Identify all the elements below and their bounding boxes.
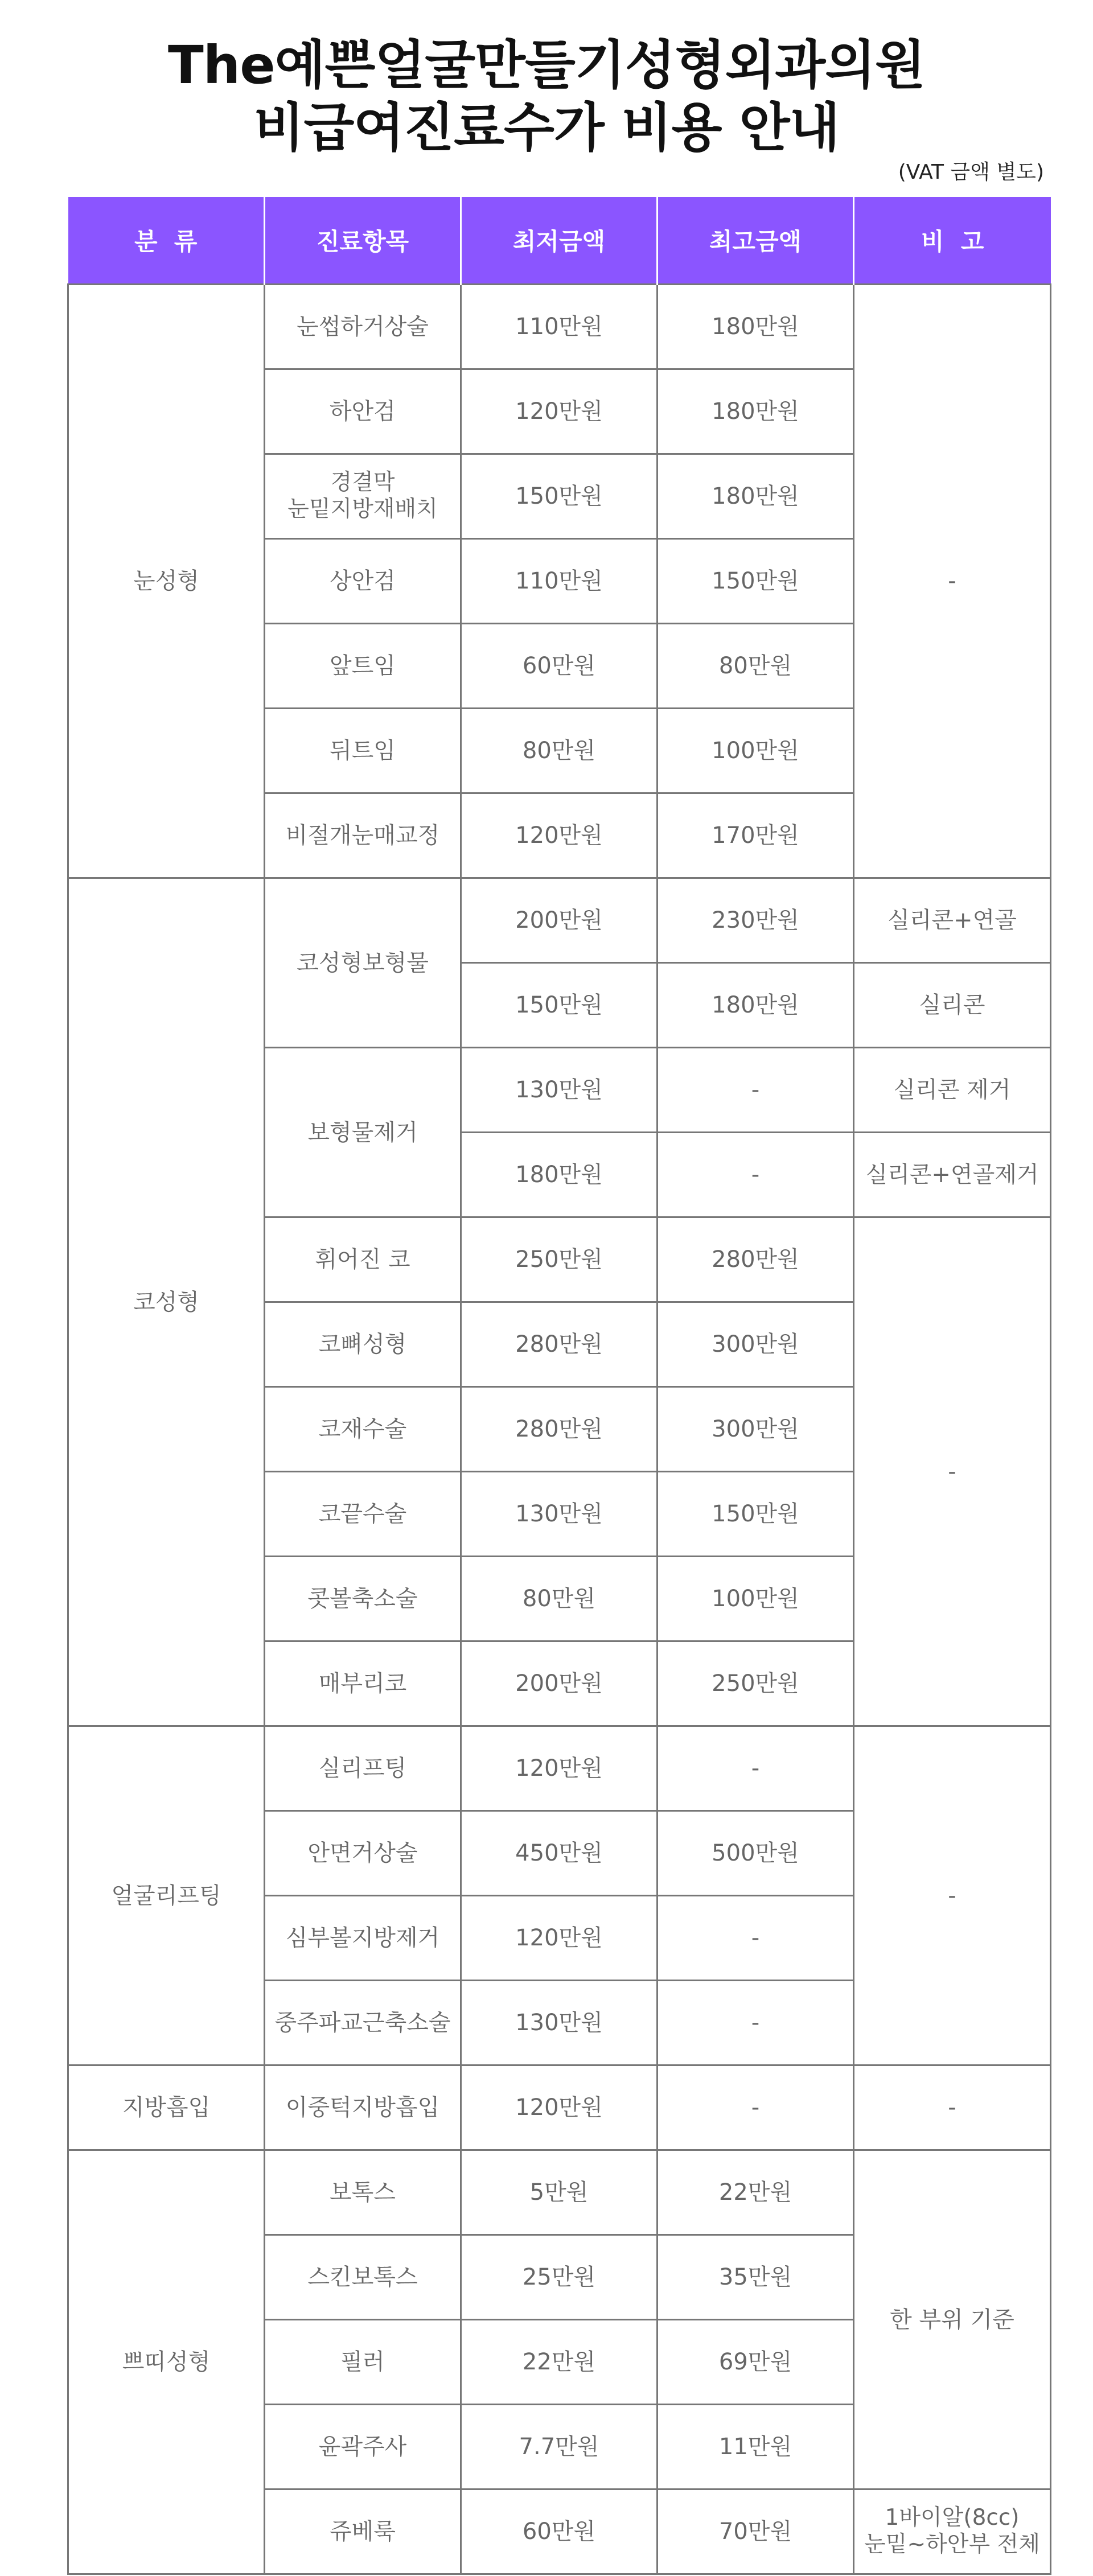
max-price-cell: 150만원 — [658, 1472, 854, 1557]
note-cell: 실리콘 제거 — [854, 1048, 1051, 1133]
item-name-cell: 윤곽주사 — [265, 2405, 461, 2489]
note-line-1: 1바이알(8cc) — [885, 2505, 1020, 2531]
max-price-cell: - — [658, 1048, 854, 1133]
max-price-cell: 280만원 — [658, 1217, 854, 1302]
item-name-line-1: 경결막 — [330, 470, 395, 496]
vat-note: (VAT 금액 별도) — [898, 161, 1044, 184]
max-price-cell: 230만원 — [658, 878, 854, 963]
note-cell: 실리콘+연골 — [854, 878, 1051, 963]
table-row — [68, 285, 1051, 369]
min-price-cell: 120만원 — [461, 2065, 658, 2150]
min-price-cell: 120만원 — [461, 1896, 658, 1981]
note-cell: - — [854, 1217, 1051, 1726]
item-name-cell: 안면거상술 — [265, 1811, 461, 1896]
item-name-cell: 매부리코 — [265, 1641, 461, 1726]
note-cell: - — [854, 285, 1051, 878]
min-price-cell: 80만원 — [461, 709, 658, 793]
category-cell: 코성형 — [68, 878, 265, 1726]
min-price-cell: 60만원 — [461, 2489, 658, 2574]
max-price-cell: 170만원 — [658, 793, 854, 878]
title-line-2: 비급여진료수가 비용 안내 — [253, 97, 840, 158]
min-price-cell: 80만원 — [461, 1557, 658, 1641]
max-price-cell: 80만원 — [658, 624, 854, 709]
item-name-cell: 눈썹하거상술 — [265, 285, 461, 369]
max-price-cell: - — [658, 1896, 854, 1981]
item-name-cell: 휘어진 코 — [265, 1217, 461, 1302]
max-price-cell: 180만원 — [658, 285, 854, 369]
item-name-cell: 보형물제거 — [265, 1048, 461, 1217]
min-price-cell: 130만원 — [461, 1981, 658, 2065]
note-cell — [854, 2489, 1051, 2574]
min-price-cell: 22만원 — [461, 2320, 658, 2405]
max-price-cell: - — [658, 1133, 854, 1217]
header-category: 분 류 — [68, 197, 265, 285]
min-price-cell: 450만원 — [461, 1811, 658, 1896]
title-line-1: The예쁜얼굴만들기성형외과의원 — [168, 35, 925, 96]
max-price-cell: 180만원 — [658, 454, 854, 539]
table-row — [68, 2065, 1051, 2150]
header-note: 비 고 — [854, 197, 1051, 285]
item-name-cell: 실리프팅 — [265, 1726, 461, 1811]
table-row — [68, 878, 1051, 963]
item-name-cell: 코끝수술 — [265, 1472, 461, 1557]
max-price-cell: - — [658, 1981, 854, 2065]
max-price-cell: 250만원 — [658, 1641, 854, 1726]
max-price-cell: - — [658, 2065, 854, 2150]
min-price-cell: 120만원 — [461, 1726, 658, 1811]
item-name-cell: 상안검 — [265, 539, 461, 624]
min-price-cell: 5만원 — [461, 2150, 658, 2235]
category-cell: 얼굴리프팅 — [68, 1726, 265, 2065]
item-name-cell: 코뼈성형 — [265, 1302, 461, 1387]
note-cell: - — [854, 1726, 1051, 2065]
item-name-cell: 코재수술 — [265, 1387, 461, 1472]
note-line-2: 눈밑~하안부 전체 — [864, 2532, 1040, 2557]
min-price-cell: 280만원 — [461, 1387, 658, 1472]
page-title — [0, 34, 1093, 159]
max-price-cell: 69만원 — [658, 2320, 854, 2405]
min-price-cell: 130만원 — [461, 1472, 658, 1557]
note-cell: 한 부위 기준 — [854, 2150, 1051, 2489]
max-price-cell: 100만원 — [658, 709, 854, 793]
min-price-cell: 120만원 — [461, 369, 658, 454]
item-name-cell: 중주파교근축소술 — [265, 1981, 461, 2065]
table-row — [68, 1726, 1051, 1811]
item-name-cell — [265, 454, 461, 539]
min-price-cell: 130만원 — [461, 1048, 658, 1133]
item-name-cell: 뒤트임 — [265, 709, 461, 793]
item-name-cell: 하안검 — [265, 369, 461, 454]
max-price-cell: 70만원 — [658, 2489, 854, 2574]
header-row — [68, 197, 1051, 285]
max-price-cell: 300만원 — [658, 1387, 854, 1472]
max-price-cell: 180만원 — [658, 369, 854, 454]
min-price-cell: 60만원 — [461, 624, 658, 709]
min-price-cell: 150만원 — [461, 454, 658, 539]
item-name-cell: 필러 — [265, 2320, 461, 2405]
max-price-cell: 180만원 — [658, 963, 854, 1048]
min-price-cell: 280만원 — [461, 1302, 658, 1387]
item-name-cell: 스킨보톡스 — [265, 2235, 461, 2320]
item-name-cell: 콧볼축소술 — [265, 1557, 461, 1641]
item-name-cell: 심부볼지방제거 — [265, 1896, 461, 1981]
item-name-cell: 이중턱지방흡입 — [265, 2065, 461, 2150]
item-name-cell: 비절개눈매교정 — [265, 793, 461, 878]
item-name-cell: 앞트임 — [265, 624, 461, 709]
max-price-cell: 11만원 — [658, 2405, 854, 2489]
min-price-cell: 150만원 — [461, 963, 658, 1048]
min-price-cell: 110만원 — [461, 539, 658, 624]
note-cell: 실리콘+연골제거 — [854, 1133, 1051, 1217]
max-price-cell: 35만원 — [658, 2235, 854, 2320]
category-cell: 눈성형 — [68, 285, 265, 878]
note-cell: - — [854, 2065, 1051, 2150]
min-price-cell: 200만원 — [461, 878, 658, 963]
max-price-cell: 300만원 — [658, 1302, 854, 1387]
price-table — [67, 197, 1051, 2575]
max-price-cell: 150만원 — [658, 539, 854, 624]
max-price-cell: 22만원 — [658, 2150, 854, 2235]
table-row — [68, 2150, 1051, 2235]
max-price-cell: - — [658, 1726, 854, 1811]
item-name-cell: 보톡스 — [265, 2150, 461, 2235]
max-price-cell: 500만원 — [658, 1811, 854, 1896]
header-max-price: 최고금액 — [658, 197, 854, 285]
item-name-line-2: 눈밑지방재배치 — [287, 496, 438, 522]
note-cell: 실리콘 — [854, 963, 1051, 1048]
min-price-cell: 250만원 — [461, 1217, 658, 1302]
min-price-cell: 25만원 — [461, 2235, 658, 2320]
min-price-cell: 200만원 — [461, 1641, 658, 1726]
min-price-cell: 110만원 — [461, 285, 658, 369]
header-min-price: 최저금액 — [461, 197, 658, 285]
category-cell: 지방흡입 — [68, 2065, 265, 2150]
item-name-cell: 코성형보형물 — [265, 878, 461, 1048]
min-price-cell: 7.7만원 — [461, 2405, 658, 2489]
item-name-cell: 쥬베룩 — [265, 2489, 461, 2574]
max-price-cell: 100만원 — [658, 1557, 854, 1641]
category-cell: 쁘띠성형 — [68, 2150, 265, 2574]
min-price-cell: 120만원 — [461, 793, 658, 878]
min-price-cell: 180만원 — [461, 1133, 658, 1217]
header-item: 진료항목 — [265, 197, 461, 285]
